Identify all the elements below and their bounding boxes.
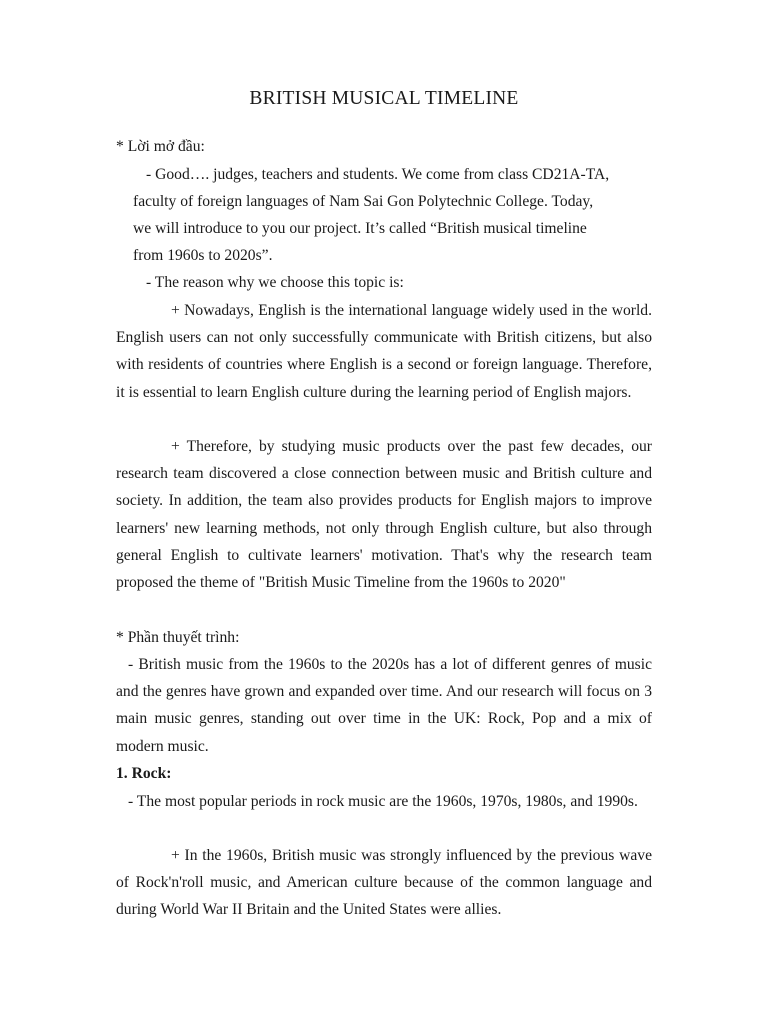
intro-heading: * Lời mở đầu: [116, 138, 205, 155]
intro-line-4: from 1960s to 2020s”. [133, 247, 273, 264]
intro-line-3: we will introduce to you our project. It’s called “British musical timeline [133, 220, 587, 237]
rock-paragraph [116, 788, 652, 815]
reason-paragraph-1 [116, 297, 652, 406]
page-title: BRITISH MUSICAL TIMELINE [249, 88, 519, 109]
reason-paragraph-2 [116, 433, 652, 596]
rock-text: - The most popular periods in rock music are the 1960s, 1970s, 1980s, and 1990s. [128, 793, 638, 810]
presentation-heading: * Phần thuyết trình: [116, 629, 240, 646]
reason-1-text: + Nowadays, English is the international language widely used in the world. English users can not only successfully communicate with British citizens, but also with residents of countries where English is a second or foreign language. Therefore, it is essential to learn English culture during the learning period of English majors. [116, 302, 652, 401]
rock-heading: 1. Rock: [116, 765, 172, 782]
rock-1960s-paragraph [116, 842, 652, 924]
intro-line-2: faculty of foreign languages of Nam Sai Gon Polytechnic College. Today, [133, 193, 594, 210]
presentation-text: - British music from the 1960s to the 2020s has a lot of different genres of music and the genres have grown and expanded over time. And our research will focus on 3 main music genres, standing out over time in the UK: Rock, Pop and a mix of modern music. [116, 656, 652, 755]
presentation-paragraph [116, 651, 652, 760]
rock-1960s-text: + In the 1960s, British music was strongly influenced by the previous wave of Rock'n'roll music, and American culture because of the common language and during World War II Britain and the United States were allies. [116, 847, 652, 919]
intro-line-1: - Good…. judges, teachers and students. We come from class CD21A-TA, [146, 166, 610, 183]
reason-line: - The reason why we choose this topic is: [146, 274, 404, 291]
reason-2-text: + Therefore, by studying music products over the past few decades, our research team discovered a close connection between music and British culture and society. In addition, the team also provides products for English majors to improve learners' new learning methods, not only through English culture, but also through general English to cultivate learners' motivation. That's why the research team proposed the theme of "British Music Timeline from the 1960s to 2020" [116, 438, 652, 592]
